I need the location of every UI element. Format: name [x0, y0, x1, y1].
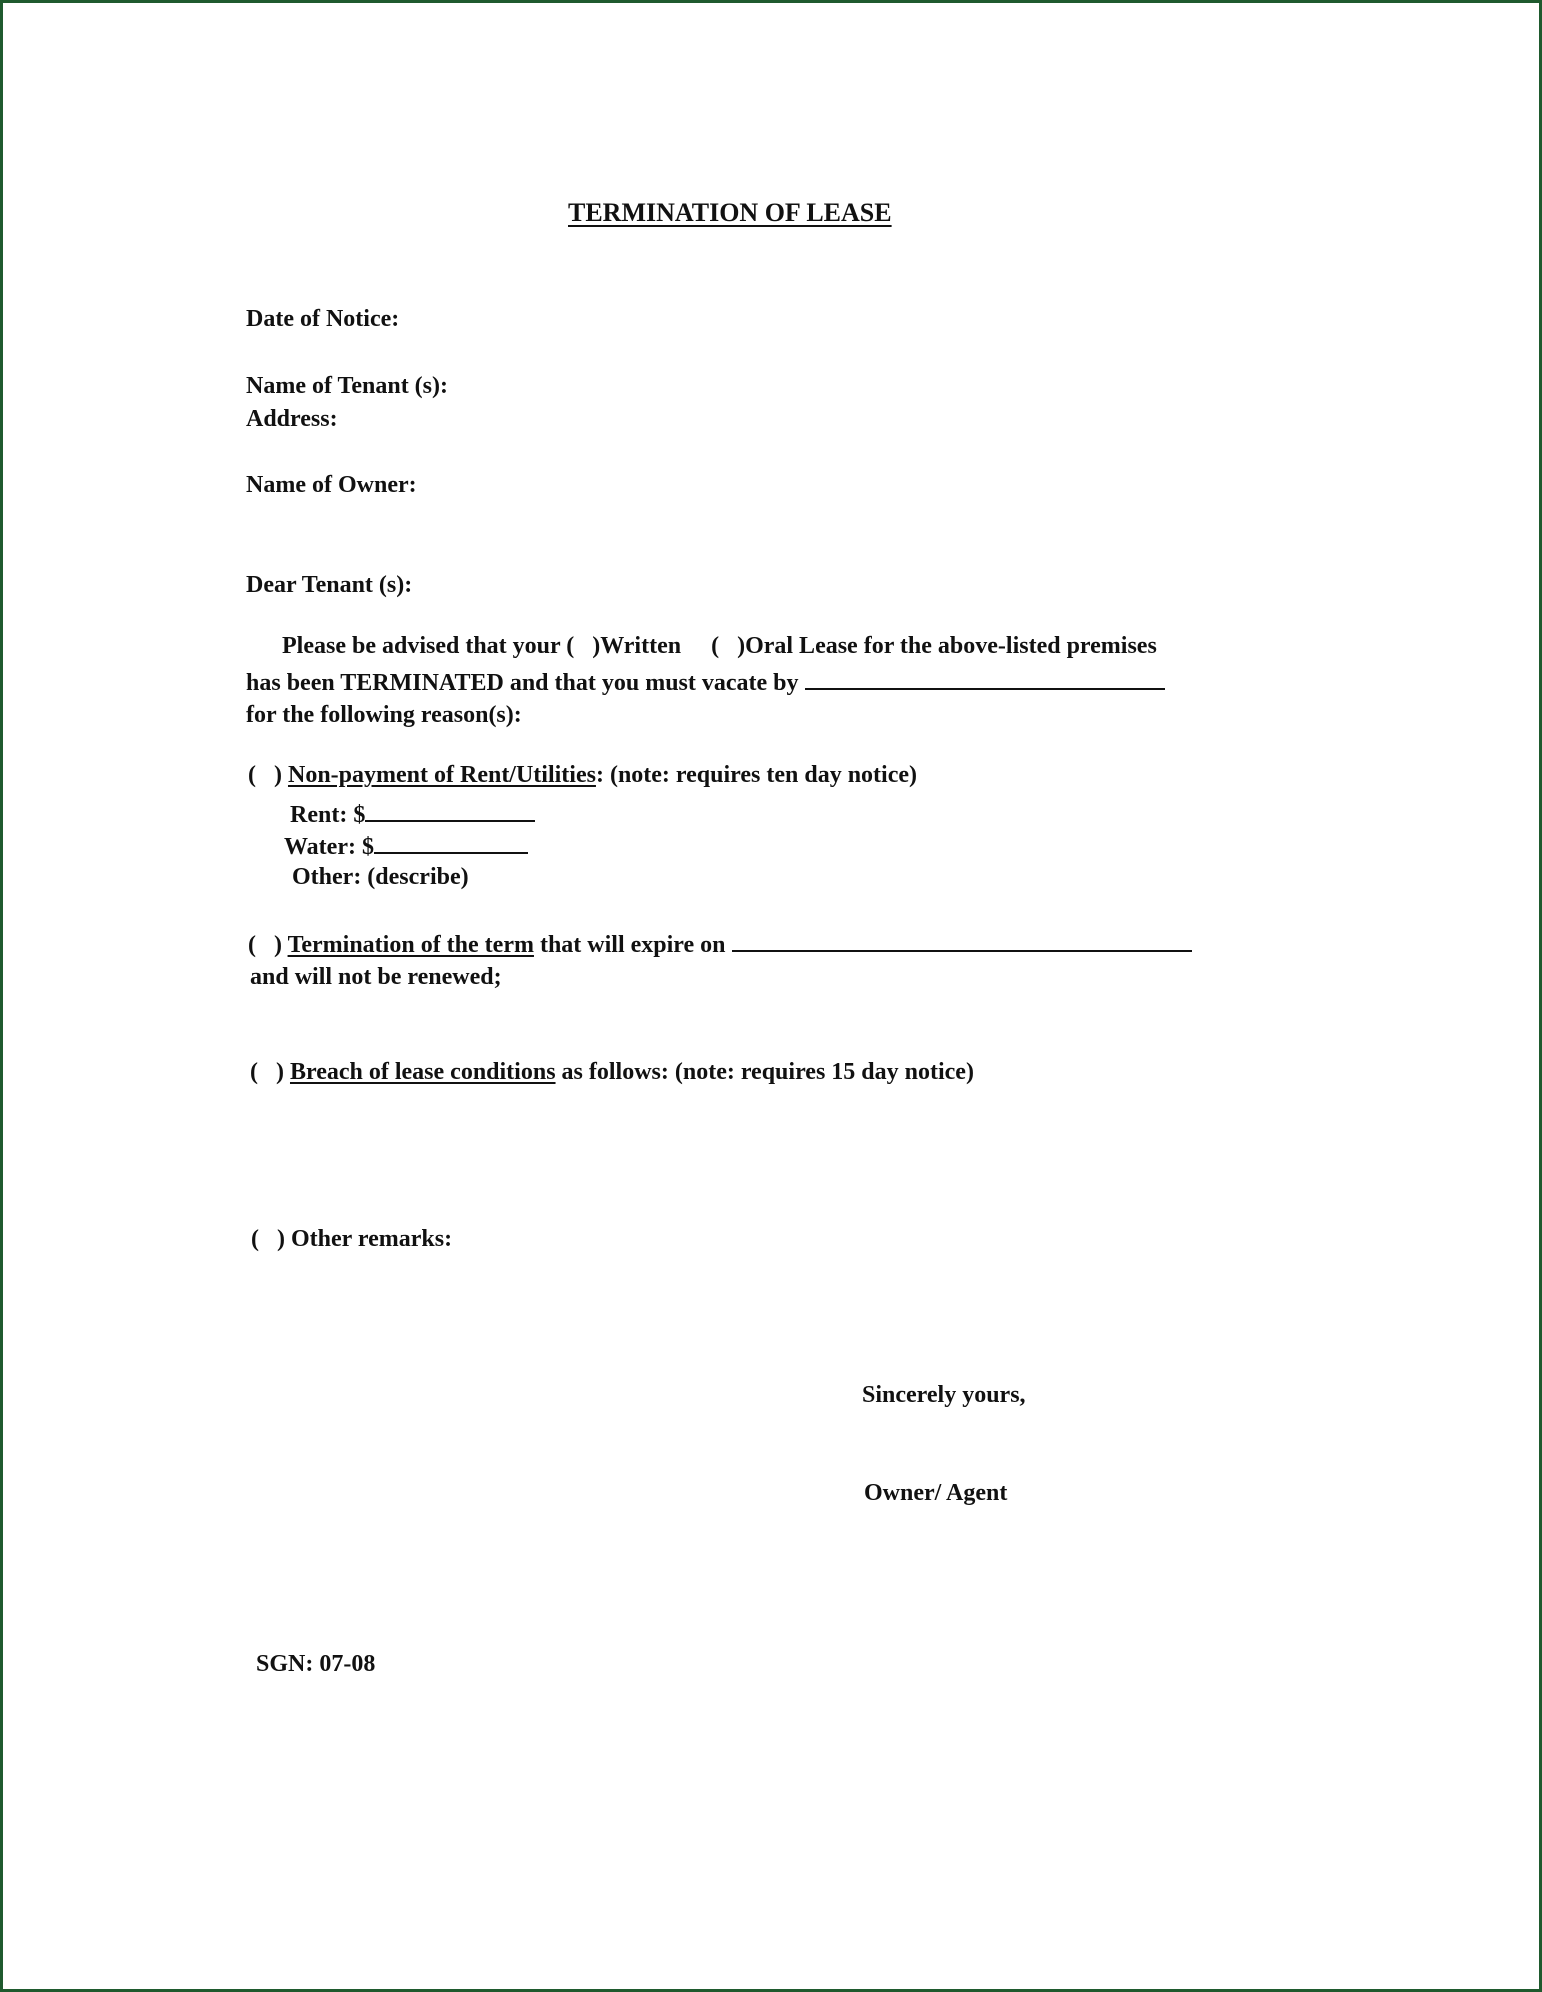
owner-name-label: Name of Owner: — [246, 472, 417, 498]
rent-line — [290, 800, 535, 827]
date-of-notice-label: Date of Notice: — [246, 306, 400, 332]
body-line-2-text: has been TERMINATED and that you must vacate by — [246, 670, 805, 696]
body-line-3: for the following reason(s): — [246, 702, 522, 728]
breach-checkbox: ( ) — [250, 1059, 290, 1085]
document-title: TERMINATION OF LEASE — [568, 198, 892, 227]
salutation: Dear Tenant (s): — [246, 572, 413, 598]
water-amount-blank — [374, 832, 528, 854]
rent-label: Rent: $ — [290, 802, 366, 828]
rent-amount-blank — [365, 800, 535, 822]
termination-line-2: and will not be renewed; — [250, 964, 502, 990]
signature-label: Owner/ Agent — [864, 1480, 1008, 1506]
body-line-1: Please be advised that your ( )Written ( )Oral Lease for the above-listed premises — [282, 633, 1157, 659]
termination-title: Termination of the term — [287, 932, 534, 958]
reason-nonpayment — [248, 763, 917, 787]
tenant-name-label: Name of Tenant (s): — [246, 373, 448, 399]
form-code: SGN: 07-08 — [256, 1651, 376, 1677]
breach-title: Breach of lease conditions — [289, 1059, 556, 1085]
vacate-date-blank — [805, 668, 1165, 690]
reason-termination — [248, 930, 1192, 957]
nonpayment-checkbox: ( ) — [248, 762, 288, 788]
closing: Sincerely yours, — [862, 1382, 1026, 1408]
address-label: Address: — [246, 406, 338, 432]
reason-other-remarks: ( ) Other remarks: — [251, 1226, 453, 1252]
water-label: Water: $ — [284, 834, 374, 860]
nonpayment-note: : (note: requires ten day notice) — [595, 762, 918, 788]
other-describe-label: Other: (describe) — [292, 864, 469, 890]
termination-checkbox: ( ) — [248, 932, 288, 958]
reason-breach — [250, 1060, 974, 1084]
expire-date-blank — [732, 930, 1192, 952]
breach-rest: as follows: (note: requires 15 day notice) — [555, 1059, 974, 1085]
body-line-2 — [246, 668, 1165, 695]
termination-rest: that will expire on — [533, 932, 732, 958]
water-line — [284, 832, 528, 859]
nonpayment-title: Non-payment of Rent/Utilities — [287, 762, 596, 788]
